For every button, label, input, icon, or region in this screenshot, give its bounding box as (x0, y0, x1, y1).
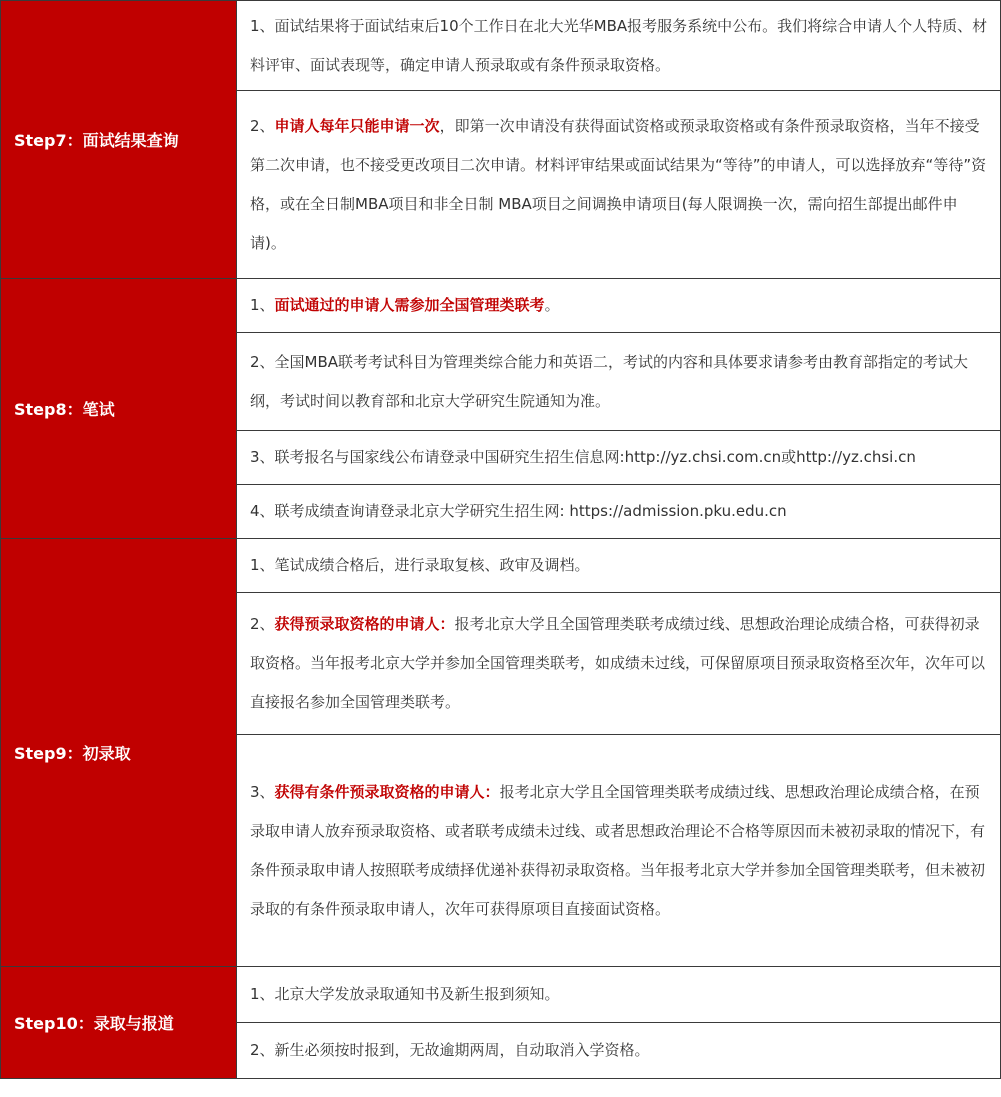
step-item (237, 593, 1001, 735)
item-text: 2、 (250, 615, 275, 633)
step-label: Step10：录取与报道 (1, 967, 237, 1079)
item-text: 2、全国MBA联考考试科目为管理类综合能力和英语二，考试的内容和具体要求请参考由教育部指定的考试大纲，考试时间以教育部和北京大学研究生院通知为准。 (250, 352, 969, 410)
step-item (237, 431, 1001, 485)
step-item (237, 333, 1001, 431)
step-item (237, 539, 1001, 593)
item-highlight: 申请人每年只能申请一次 (274, 116, 440, 135)
step-item (237, 1023, 1001, 1079)
step-item (237, 279, 1001, 333)
item-text: 3、联考报名与国家线公布请登录中国研究生招生信息网:http://yz.chsi.com.cn或http://yz.chsi.cn (250, 448, 916, 466)
steps-body (1, 1, 1001, 1079)
step-label: Step8：笔试 (1, 279, 237, 539)
step-item (237, 485, 1001, 539)
step-item (237, 91, 1001, 279)
item-text: 1、笔试成绩合格后，进行录取复核、政审及调档。 (250, 556, 590, 574)
item-text: 4、联考成绩查询请登录北京大学研究生招生网: https://admission.pku.edu.cn (250, 502, 787, 520)
item-text: 2、新生必须按时报到，无故逾期两周，自动取消入学资格。 (250, 1041, 650, 1059)
item-highlight: 面试通过的申请人需参加全国管理类联考 (274, 296, 545, 314)
item-text: ，即第一次申请没有获得面试资格或预录取资格或有条件预录取资格，当年不接受第二次申请，也不接受更改项目二次申请。材料评审结果或面试结果为“等待”的申请人，可以选择放弃“等待”资格，或在全日制MBA项目和非全日制 MBA项目之间调换申请项目(每人限调换一次，需向招生部提出邮件申请)。 (250, 116, 987, 252)
item-text: 1、面试结果将于面试结束后10个工作日在北大光华MBA报考服务系统中公布。我们将综合申请人个人特质、材料评审、面试表现等，确定申请人预录取或有条件预录取资格。 (250, 16, 988, 74)
item-text: 。 (544, 296, 560, 314)
step-item (237, 735, 1001, 967)
step-label: Step9：初录取 (1, 539, 237, 967)
step-row (1, 967, 1001, 1023)
step-row (1, 1, 1001, 91)
item-highlight: 获得预录取资格的申请人： (274, 615, 455, 633)
item-highlight: 获得有条件预录取资格的申请人： (274, 782, 500, 801)
item-text: 报考北京大学且全国管理类联考成绩过线、思想政治理论成绩合格，可获得初录取资格。当年报考北京大学并参加全国管理类联考，如成绩未过线，可保留原项目预录取资格至次年，次年可以直接报名参加全国管理类联考。 (250, 615, 986, 711)
step-row (1, 539, 1001, 593)
item-text: 1、 (250, 296, 275, 314)
item-text: 1、北京大学发放录取通知书及新生报到须知。 (250, 985, 560, 1003)
step-label: Step7：面试结果查询 (1, 1, 237, 279)
step-item (237, 1, 1001, 91)
step-row (1, 279, 1001, 333)
step-item (237, 967, 1001, 1023)
item-text: 3、 (250, 782, 275, 801)
item-text: 2、 (250, 116, 275, 135)
item-text: 报考北京大学且全国管理类联考成绩过线、思想政治理论成绩合格，在预录取申请人放弃预录取资格、或者联考成绩未过线、或者思想政治理论不合格等原因而未被初录取的情况下，有条件预录取申请人按照联考成绩择优递补获得初录取资格。当年报考北京大学并参加全国管理类联考，但未被初录取的有条件预录取申请人，次年可获得原项目直接面试资格。 (250, 782, 986, 918)
